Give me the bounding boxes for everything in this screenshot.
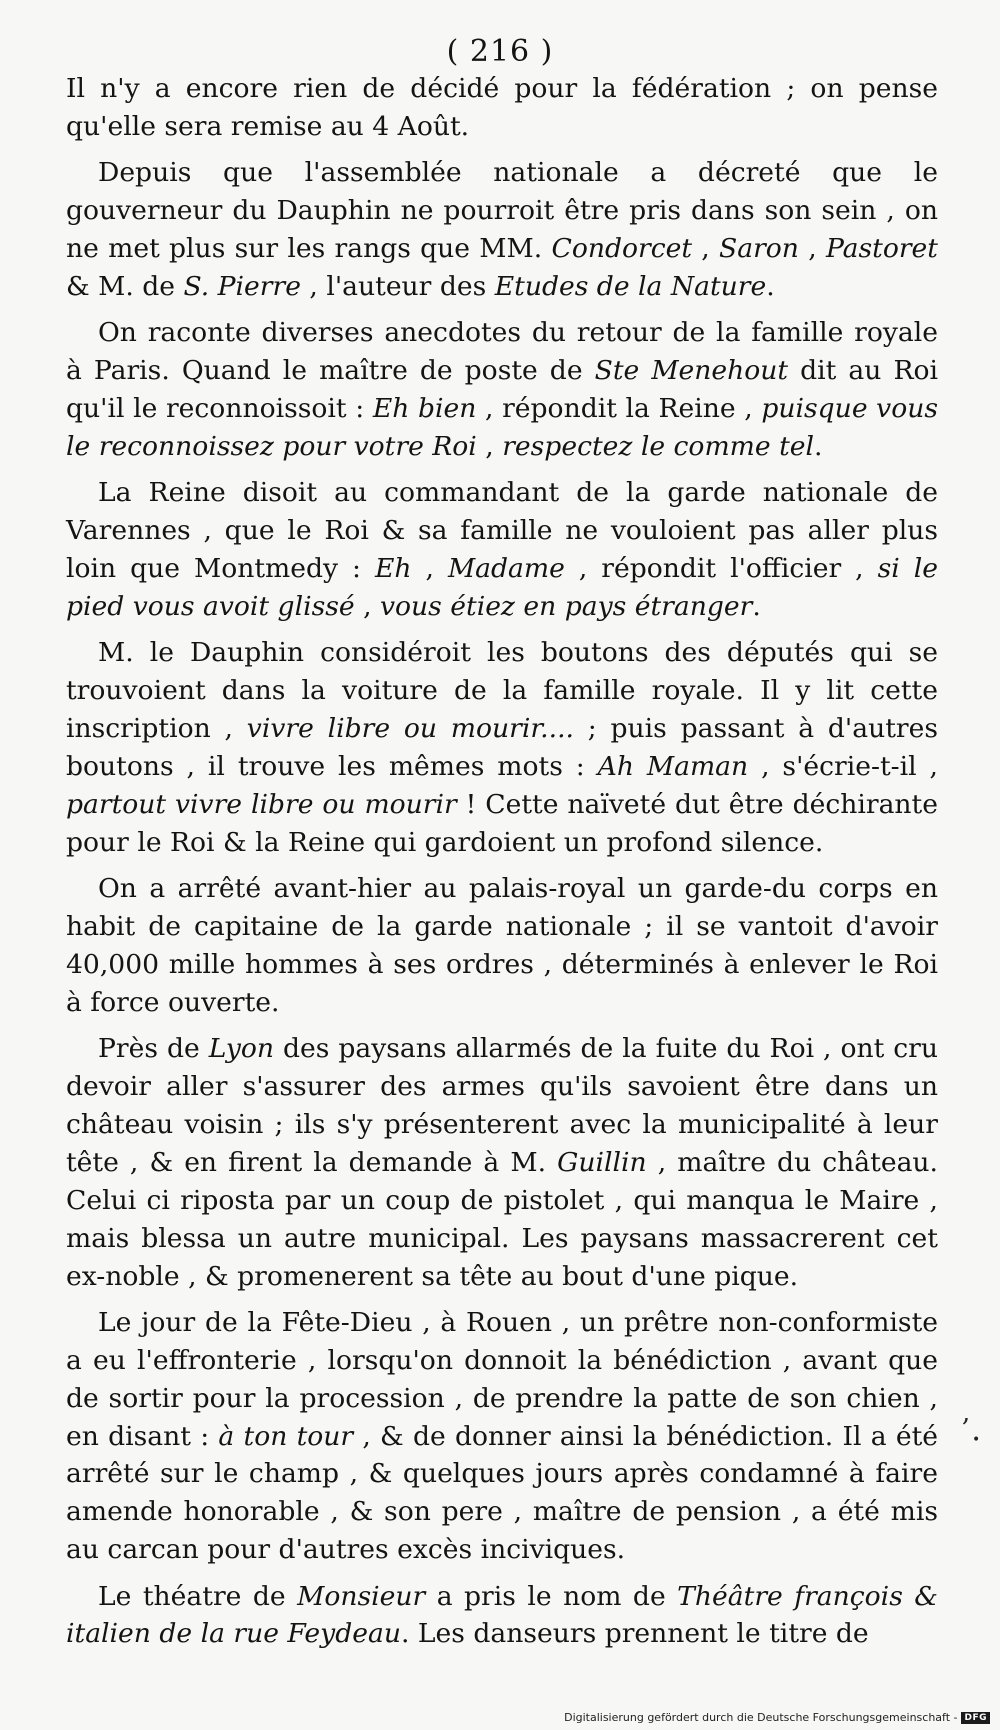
margin-mark: , — [962, 1398, 971, 1428]
italic-text: Ste Menehout — [594, 355, 789, 387]
text-segment: des paysans allarmés de la fuite du Roi , ont cru devoir aller s'assurer des armes qu'ils savoient être dans un château voisin ; ils s'y présenterent avec la municipalité à leur tête , & en firent la demande à M. — [66, 1033, 938, 1178]
italic-text: Guillin — [557, 1146, 647, 1178]
body-text — [66, 70, 938, 1662]
italic-text: Eh bien — [372, 393, 477, 425]
paragraph — [66, 1578, 938, 1654]
italic-text: Eh — [374, 553, 412, 585]
paragraph — [66, 474, 938, 626]
footer-credit — [564, 1711, 990, 1724]
text-segment: & M. de — [66, 270, 184, 302]
text-segment: ! Cette naïveté dut être déchirante pour le Roi & la Reine qui gardoient un profond silence. — [66, 788, 938, 858]
italic-text: Monsieur — [297, 1580, 426, 1612]
italic-text: Pastoret — [825, 233, 938, 265]
paragraph — [66, 634, 938, 861]
italic-text: Ah Maman — [597, 750, 749, 782]
text-segment: a pris le nom de — [425, 1580, 678, 1612]
text-segment: Depuis que l'assemblée nationale a décreté que le gouverneur du Dauphin ne pourroit être pris dans son sein , on ne met plus sur les rangs que MM. — [66, 157, 938, 265]
italic-text: respectez le comme tel — [502, 430, 815, 462]
text-segment: , répondit la Reine , — [476, 393, 762, 425]
text-segment: . Les danseurs prennent le titre de — [400, 1618, 869, 1650]
italic-text: Etudes de la Nature — [494, 270, 767, 302]
text-segment: Le théatre de — [98, 1580, 298, 1612]
text-segment: , — [798, 233, 826, 265]
italic-text: puisque vous le reconnoissez pour votre Roi — [66, 393, 938, 462]
italic-text: Condorcet — [551, 233, 693, 265]
italic-text: à ton tour — [218, 1420, 354, 1452]
paragraph — [66, 1304, 938, 1569]
text-segment: . — [752, 590, 761, 622]
italic-text: Lyon — [208, 1033, 275, 1065]
text-segment: , l'auteur des — [300, 270, 495, 302]
italic-text: S. Pierre — [183, 270, 301, 302]
italic-text: Saron — [719, 233, 799, 265]
text-segment: , maître du château. Celui ci riposta par un coup de pistolet , qui manqua le Maire , mais blessa un autre municipal. Les paysans massacrerent cet ex-noble , & promenerent sa tête au bout d'une pique. — [66, 1146, 939, 1292]
paragraph — [66, 870, 938, 1022]
italic-text: vous étiez en pays étranger — [380, 590, 753, 622]
text-segment: ; puis passant à d'autres boutons , il trouve les mêmes mots : — [66, 713, 939, 782]
italic-text: si le pied vous avoit glissé — [66, 553, 938, 622]
text-segment: La Reine disoit au commandant de la garde nationale de Varennes , que le Roi & sa famille ne vouloient pas aller plus loin que Montmedy : — [66, 477, 938, 585]
text-segment: M. le Dauphin considéroit les boutons des députés qui se trouvoient dans la voiture de la famille royale. Il y lit cette inscription , — [66, 637, 938, 745]
italic-text: partout vivre libre ou mourir — [66, 788, 457, 820]
text-segment: On raconte diverses anecdotes du retour de la famille royale à Paris. Quand le maître de poste de — [66, 317, 938, 387]
text-segment: Il n'y a encore rien de décidé pour la fédération ; on pense qu'elle sera remise au 4 Août. — [66, 73, 938, 142]
dfg-logo: DFG — [961, 1712, 990, 1724]
text-segment: , — [411, 553, 448, 585]
margin-mark: • — [972, 1432, 981, 1448]
footer-text: Digitalisierung gefördert durch die Deutsche Forschungsgemeinschaft - — [564, 1711, 958, 1724]
paragraph — [66, 70, 938, 146]
italic-text: Théâtre françois & italien de la rue Feydeau — [66, 1580, 938, 1650]
text-segment: , répondit l'officier , — [564, 553, 878, 585]
text-segment: Près de — [98, 1033, 209, 1065]
text-segment: . — [814, 430, 823, 462]
text-segment: , s'écrie-t-il , — [748, 750, 938, 782]
text-segment: dit au Roi qu'il le reconnoissoit : — [66, 355, 938, 425]
italic-text: Madame — [447, 553, 565, 585]
paragraph — [66, 154, 938, 306]
text-segment: On a arrêté avant-hier au palais-royal un garde-du corps en habit de capitaine de la garde nationale ; il se vantoit d'avoir 40,000 mille hommes à ses ordres , déterminés à enlever le Roi à force ouverte. — [66, 873, 938, 1018]
text-segment: , — [692, 233, 720, 265]
text-segment: Le jour de la Fête-Dieu , à Rouen , un prêtre non-conformiste a eu l'effronterie , lorsqu'on donnoit la bénédiction , avant que de sortir pour la procession , de prendre la patte de son chien , en disant : — [66, 1306, 938, 1452]
paragraph — [66, 1030, 938, 1295]
text-segment: , — [354, 590, 380, 622]
text-segment: , & de donner ainsi la bénédiction. Il a été arrêté sur le champ , & quelques jours après condamné à faire amende honorable , & son pere , maître de pension , a été mis au carcan pour d'autres excès inciviques. — [66, 1420, 938, 1566]
text-segment: . — [766, 270, 775, 302]
text-segment: , — [476, 430, 503, 462]
italic-text: vivre libre ou mourir.... — [246, 713, 574, 745]
page-number: ( 216 ) — [446, 34, 554, 69]
paragraph — [66, 314, 938, 466]
